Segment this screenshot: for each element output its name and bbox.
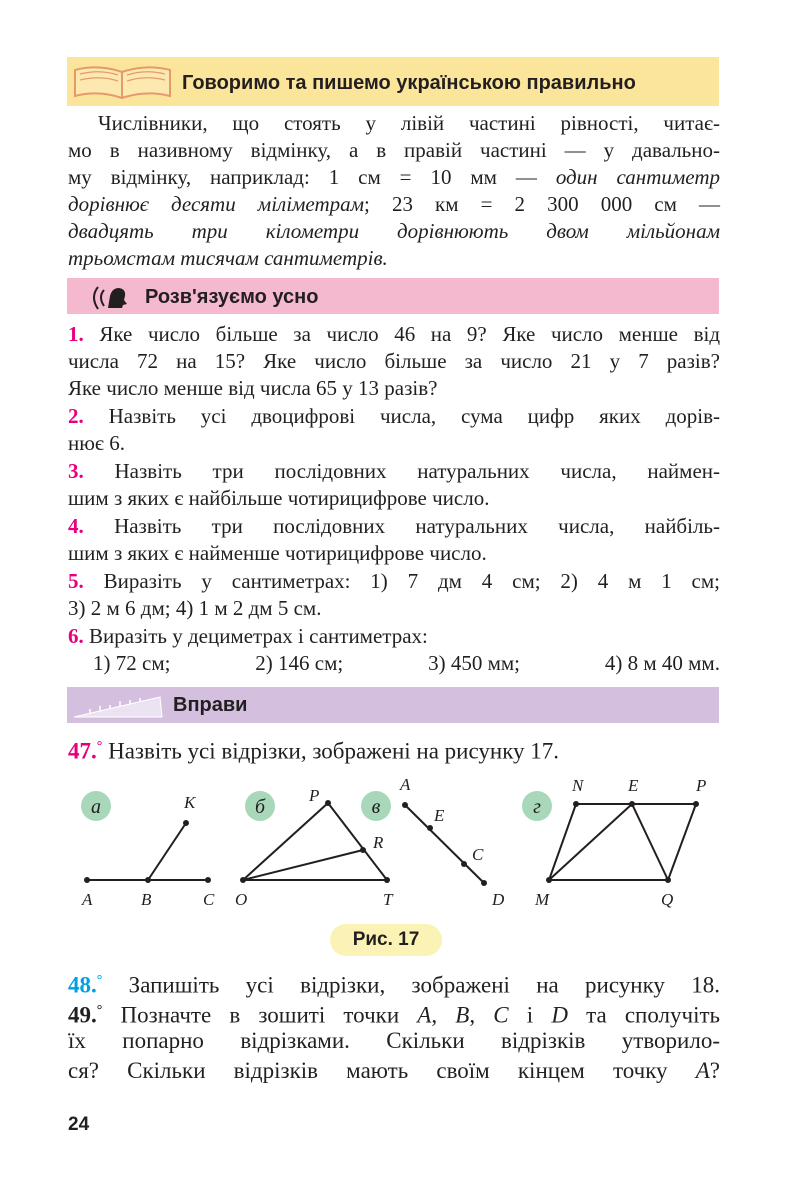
item-number: 4. (68, 514, 84, 538)
oral-6-parts (93, 650, 720, 677)
exercise-48 (68, 966, 720, 996)
oral-4-line-2: шим з яких є найменше чотирицифрове число. (68, 541, 487, 565)
point-label: C (472, 845, 484, 864)
rule-line-2: мо в називному відмінку, а в правій частині — у давально- (68, 138, 720, 162)
rule-text: ; 23 км = 2 300 000 см — (364, 192, 721, 216)
point-name: A (695, 1058, 710, 1083)
panel-label-v: в (371, 796, 381, 818)
figure-caption: Рис. 17 (330, 924, 442, 956)
exercise-number: 48. (68, 972, 97, 998)
oral-5-line-2: 3) 2 м 6 дм; 4) 1 м 2 дм 5 см. (68, 596, 322, 620)
rule-line-4 (68, 191, 720, 218)
section-title-language: Говоримо та пишемо українською правильно (182, 72, 636, 94)
rule-line-6: трьомстам тисячам сантиметрів. (68, 246, 388, 270)
oral-3-line-1 (68, 458, 720, 485)
point-label: E (434, 806, 445, 825)
exercise-text: Запишіть усі відрізки, зображені на рисунку 18. (128, 972, 720, 998)
item-text: Назвіть три послідовних натуральних числа, найбіль- (114, 514, 720, 538)
point-name: B (455, 1002, 470, 1028)
point-label: Q (661, 890, 674, 909)
rule-line-5: двадцять три кілометри дорівнюють двом мільйонам (68, 219, 720, 243)
point-label: P (696, 776, 707, 795)
part: 2) 146 см; (255, 651, 344, 675)
oral-1-line-1 (68, 321, 720, 348)
point-name: C (493, 1002, 509, 1028)
item-number: 3. (68, 459, 84, 483)
point-label: A (400, 775, 411, 794)
panel-label-b: б (254, 796, 266, 818)
part: 1) 72 см; (93, 651, 171, 675)
item-text: Яке число більше за число 46 на 9? Яке число менше від (99, 322, 720, 346)
oral-6-line-1 (68, 623, 720, 650)
speaking-head-icon (88, 282, 130, 312)
point-label: K (184, 793, 196, 812)
item-number: 6. (68, 624, 84, 648)
difficulty-mark: ° (96, 739, 103, 754)
point-name: D (551, 1002, 568, 1028)
rule-example: дорівнює десяти міліметрам (68, 192, 365, 216)
page-number: 24 (68, 1114, 90, 1135)
point-label: A (82, 890, 93, 909)
point-label: O (235, 890, 248, 909)
part: 3) 450 мм; (428, 651, 520, 675)
point-label: E (628, 776, 639, 795)
exercise-text: ? (709, 1058, 720, 1083)
exercise-text: Назвіть усі відрізки, зображені на рисунку 17. (108, 738, 560, 764)
exercise-text: ся? Скільки відрізків мають своїм кінцем точку (68, 1058, 696, 1083)
point-label: D (492, 890, 505, 909)
point-label: T (383, 890, 393, 909)
exercise-49-line-2: їх попарно відрізками. Скільки відрізків утворило- (68, 1028, 720, 1053)
item-number: 2. (68, 404, 84, 428)
difficulty-mark: ° (96, 1003, 103, 1018)
rule-line-1: Числівники, що стоять у лівій частині рівності, читає- (98, 111, 720, 135)
rule-line-3 (68, 164, 720, 191)
point-name: A (417, 1002, 432, 1028)
point-label: M (535, 890, 550, 909)
ruler-icon (70, 689, 165, 721)
section-title-exercises: Вправи (173, 694, 248, 716)
exercise-text: та сполучіть (567, 1002, 721, 1028)
section-title-oral: Розв'язуємо усно (145, 286, 319, 308)
item-text: Назвіть усі двоцифрові числа, сума цифр яких дорів- (108, 404, 720, 428)
point-label: R (373, 833, 384, 852)
point-label: P (309, 786, 320, 805)
item-text: Виразіть у сантиметрах: 1) 7 дм 4 см; 2) 4 м 1 см; (103, 569, 720, 593)
exercise-49-line-3 (68, 1056, 720, 1086)
oral-2-line-2: нює 6. (68, 431, 125, 455)
point-label: B (141, 890, 152, 909)
exercise-text: Позначте в зошиті точки (120, 1002, 418, 1028)
panel-label-g: г (533, 796, 541, 818)
item-number: 1. (68, 322, 84, 346)
oral-4-line-1 (68, 513, 720, 540)
point-label: N (572, 776, 584, 795)
part: 4) 8 м 40 мм. (604, 651, 720, 675)
rule-example: один сантиметр (555, 165, 720, 189)
difficulty-mark: ° (96, 973, 103, 988)
item-number: 5. (68, 569, 84, 593)
point-label: C (203, 890, 215, 909)
exercise-number: 49. (68, 1002, 97, 1028)
exercise-49-line-1: 49.° Позначте в зошиті точки A, B, C і D та сполучіть (68, 1002, 721, 1028)
oral-3-line-2: шим з яких є найбільше чотирицифрове число. (68, 486, 490, 510)
exercise-number: 47. (68, 738, 97, 764)
oral-1-line-3: Яке число менше від числа 65 у 13 разів? (68, 376, 438, 400)
oral-2-line-1 (68, 403, 720, 430)
rule-text: му відмінку, наприклад: 1 см = 10 мм — (68, 165, 556, 189)
panel-label-a: а (91, 796, 101, 818)
oral-1-line-2: числа 72 на 15? Яке число більше за число 21 у 7 разів? (68, 349, 720, 373)
open-book-icon (70, 60, 175, 102)
item-text: Виразіть у дециметрах і сантиметрах: (89, 624, 428, 648)
oral-5-line-1 (68, 568, 720, 595)
exercise-47 (68, 732, 720, 762)
item-text: Назвіть три послідовних натуральних числа, наймен- (114, 459, 720, 483)
figure-17 (60, 770, 740, 920)
